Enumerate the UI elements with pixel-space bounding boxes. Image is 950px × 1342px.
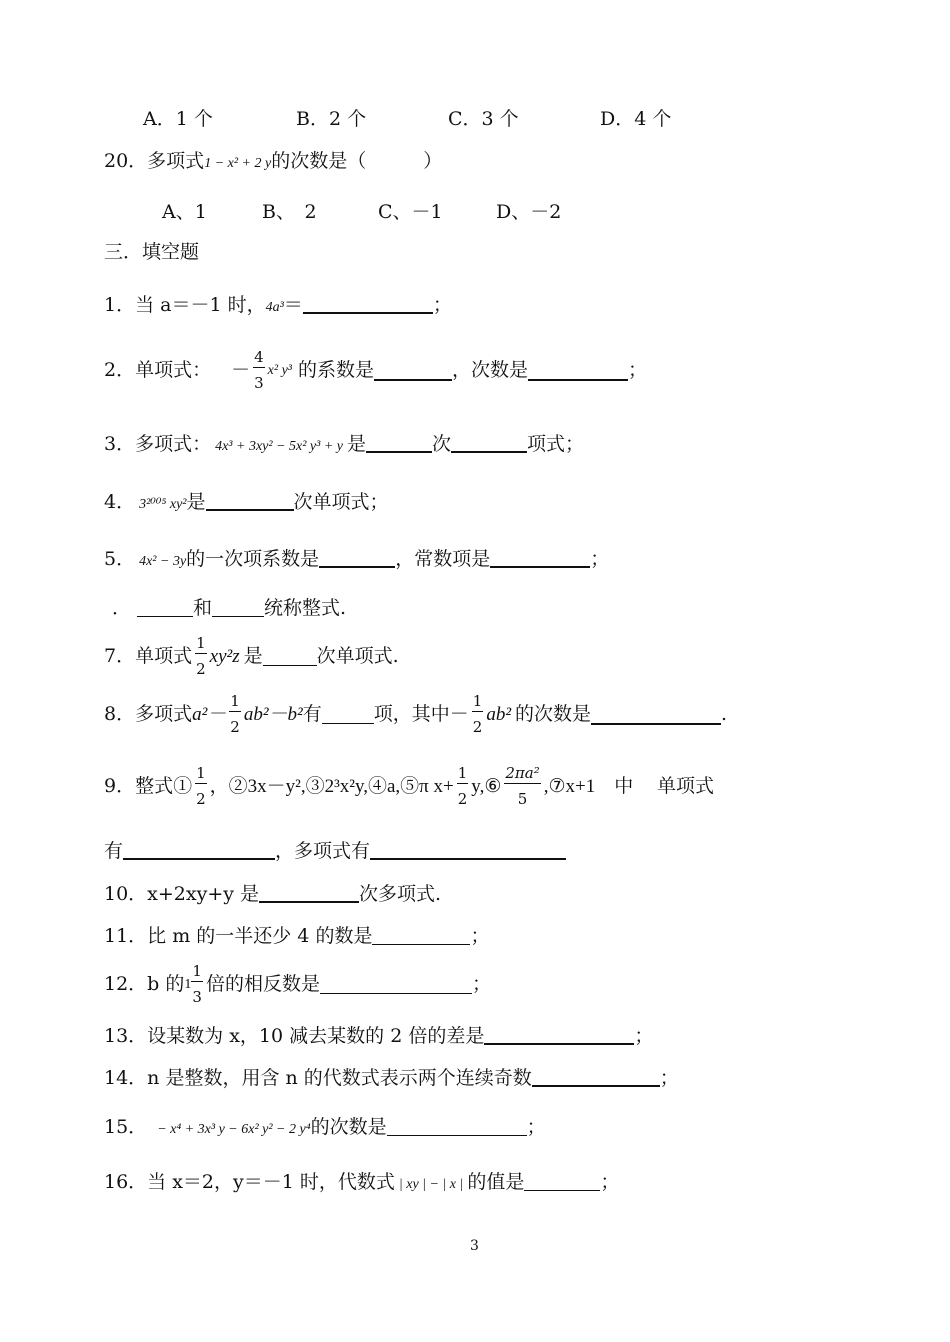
q8-term-a: a²－ xyxy=(192,704,227,725)
q20-prefix: 20．多项式 xyxy=(104,150,205,172)
question-11 xyxy=(104,926,489,946)
q9-monomials-blank[interactable] xyxy=(123,840,275,860)
q12-fraction xyxy=(191,964,203,1005)
q8-degree-blank[interactable] xyxy=(591,705,721,725)
q8-terms-blank[interactable] xyxy=(322,705,374,724)
q7-answer-blank[interactable] xyxy=(263,647,317,666)
q8-degree-label: 的次数是 xyxy=(515,703,592,725)
q12-numerator: 1 xyxy=(192,962,202,980)
q20-expression: 1 − x² + 2 y xyxy=(204,156,272,171)
q8-denominator-1: 2 xyxy=(230,718,240,736)
q2-sign: － xyxy=(231,359,251,381)
q2-degree-label: ，次数是 xyxy=(452,359,529,381)
q2-numerator: 4 xyxy=(254,348,264,366)
question-6 xyxy=(112,598,346,618)
q16-text: 16．当 x＝2，y＝－1 时，代数式 xyxy=(104,1171,395,1193)
q9-part-3: y,⑥ xyxy=(471,776,502,797)
q9-part-2: ，②3x－y²,③2³x²y,④a,⑤π x+ xyxy=(209,776,454,797)
q20-option-d: D、－2 xyxy=(496,201,562,223)
q9-polynomials-blank[interactable] xyxy=(370,840,566,860)
q3-end: 项式； xyxy=(527,433,585,455)
q9-denominator-2: 2 xyxy=(457,790,468,808)
q12-label: 倍的相反数是 xyxy=(205,973,320,995)
q6-blank-1[interactable] xyxy=(137,598,193,617)
q4-answer-blank[interactable] xyxy=(206,491,294,511)
q10-end: 次多项式. xyxy=(359,883,442,905)
question-5 xyxy=(104,548,609,569)
question-10 xyxy=(104,883,441,904)
question-20 xyxy=(104,152,442,171)
question-8 xyxy=(104,694,727,735)
q16-answer-blank[interactable] xyxy=(524,1172,600,1191)
q20-option-c: C、－1 xyxy=(378,201,443,223)
q19-option-d: D．4 个 xyxy=(600,108,672,130)
q5-end: ； xyxy=(590,548,610,570)
q2-text: 2．单项式： xyxy=(104,359,212,381)
q9-numerator-1: 1 xyxy=(196,764,206,782)
q8-end: . xyxy=(721,703,728,725)
q12-text: 12．b 的 xyxy=(104,973,185,995)
q3-degree-blank[interactable] xyxy=(366,433,432,453)
q12-answer-blank[interactable] xyxy=(320,975,472,994)
q3-terms-blank[interactable] xyxy=(451,433,527,453)
q6-and: 和 xyxy=(193,597,213,619)
q9-numerator-2: 1 xyxy=(457,764,468,782)
question-1 xyxy=(104,294,452,315)
q5-coefficient-label: 的一次项系数是 xyxy=(186,548,320,570)
q9-part-4: ,⑦x+1 中 单项式 xyxy=(543,776,714,797)
q11-text: 11．比 m 的一半还少 4 的数是 xyxy=(104,925,373,947)
q9-fraction-3 xyxy=(504,766,540,807)
question-9 xyxy=(104,766,714,807)
q6-dot: ． xyxy=(112,597,132,619)
q5-text: 5． xyxy=(104,548,136,570)
q4-text: 4． xyxy=(104,491,136,513)
q4-expression: 3²⁰⁰⁵ xy² xyxy=(139,497,187,512)
question-2 xyxy=(104,350,647,391)
q6-blank-2[interactable] xyxy=(212,598,264,617)
q2-coefficient-blank[interactable] xyxy=(374,361,452,381)
q15-degree-label: 的次数是 xyxy=(310,1116,387,1138)
q19-option-c: C．3 个 xyxy=(448,108,519,130)
q14-end: ； xyxy=(659,1067,679,1089)
q2-end: ； xyxy=(628,359,648,381)
question-4 xyxy=(104,491,389,512)
q14-text: 14．n 是整数，用含 n 的代数式表示两个连续奇数 xyxy=(104,1067,532,1089)
q20-suffix: 的次数是（ ） xyxy=(271,150,443,172)
q16-expression: | xy | − | x | xyxy=(398,1177,464,1192)
q8-term-b: ab²－b² xyxy=(243,704,303,725)
q19-option-b: B．2 个 xyxy=(296,108,367,130)
question-3 xyxy=(104,433,584,454)
q19-option-a: A．1 个 xyxy=(143,108,213,130)
question-14 xyxy=(104,1067,679,1088)
q8-fraction-1 xyxy=(229,694,241,735)
q20-option-a: A、1 xyxy=(162,201,207,223)
q9-polynomials-label: ，多项式有 xyxy=(275,840,371,862)
q6-end: 统称整式. xyxy=(264,597,347,619)
q2-expression: x² y³ xyxy=(267,362,292,378)
question-7 xyxy=(104,636,399,677)
q12-denominator: 3 xyxy=(192,988,202,1006)
q10-answer-blank[interactable] xyxy=(259,883,359,903)
q15-expression: − x⁴ + 3x³ y − 6x² y² − 2 y⁴ xyxy=(157,1122,311,1137)
q1-end: ； xyxy=(432,294,452,316)
q5-constant-label: ，常数项是 xyxy=(395,548,491,570)
q13-answer-blank[interactable] xyxy=(484,1025,634,1045)
q8-text: 8．多项式 xyxy=(104,703,193,725)
q11-end: ； xyxy=(470,925,490,947)
question-12 xyxy=(104,964,491,1005)
q1-answer-blank[interactable] xyxy=(303,294,433,314)
q7-end: 次单项式. xyxy=(316,645,399,667)
q9-numerator-3: 2πa² xyxy=(505,764,540,782)
q10-text: 10．x+2xy+y 是 xyxy=(104,883,260,905)
q7-is: 是 xyxy=(243,645,263,667)
q9-text: 9．整式① xyxy=(104,775,193,797)
question-16 xyxy=(104,1172,619,1192)
q8-has: 有 xyxy=(302,703,322,725)
q4-end: 次单项式； xyxy=(293,491,389,513)
q15-text: 15． xyxy=(104,1116,148,1138)
question-13 xyxy=(104,1025,653,1046)
q7-expression: xy²z xyxy=(209,646,240,667)
q4-is: 是 xyxy=(186,491,206,513)
section-heading: 三．填空题 xyxy=(104,241,200,263)
q13-text: 13．设某数为 x，10 减去某数的 2 倍的差是 xyxy=(104,1025,485,1047)
q2-fraction xyxy=(253,350,265,391)
q5-expression: 4x² − 3y xyxy=(139,554,187,569)
q1-text: 1．当 a＝－1 时， xyxy=(104,294,266,316)
q1-equals: ＝ xyxy=(283,294,303,316)
q14-answer-blank[interactable] xyxy=(532,1067,660,1087)
q9-denominator-3: 5 xyxy=(517,790,528,808)
q8-numerator-2: 1 xyxy=(472,692,483,710)
q19-options xyxy=(143,110,213,129)
q20-option-b: B、 2 xyxy=(262,201,317,223)
q8-fraction-2 xyxy=(472,694,484,735)
q3-is: 是 xyxy=(347,433,367,455)
q16-end: ； xyxy=(600,1171,620,1193)
q9-have: 有 xyxy=(104,840,124,862)
q5-constant-blank[interactable] xyxy=(490,548,590,568)
q15-end: ； xyxy=(526,1116,546,1138)
q3-degree-label: 次 xyxy=(432,433,452,455)
q9-denominator-1: 2 xyxy=(196,790,206,808)
q8-denominator-2: 2 xyxy=(472,718,483,736)
q7-text: 7．单项式 xyxy=(104,645,193,667)
q8-term-e: ab² xyxy=(486,704,512,725)
question-9-line-2 xyxy=(104,840,566,861)
q9-fraction-2 xyxy=(457,766,469,807)
q3-expression: 4x³ + 3xy² − 5x² y³ + y xyxy=(215,439,344,454)
q7-numerator: 1 xyxy=(196,634,206,652)
page-number: 3 xyxy=(470,1238,479,1254)
q2-coefficient-label: 的系数是 xyxy=(297,359,374,381)
q11-answer-blank[interactable] xyxy=(372,926,470,945)
q1-expression: 4a³ xyxy=(265,300,284,315)
q3-text: 3．多项式： xyxy=(104,433,212,455)
q15-answer-blank[interactable] xyxy=(387,1117,527,1136)
q5-coefficient-blank[interactable] xyxy=(319,548,395,568)
q7-denominator: 2 xyxy=(196,660,206,678)
q7-fraction xyxy=(195,636,207,677)
q8-numerator-1: 1 xyxy=(230,692,240,710)
q13-end: ； xyxy=(634,1025,654,1047)
q8-among: 项，其中－ xyxy=(373,703,469,725)
q12-end: ； xyxy=(471,973,491,995)
q2-denominator: 3 xyxy=(254,374,264,392)
q12-whole: 1 xyxy=(184,976,192,992)
q9-fraction-1 xyxy=(195,766,207,807)
q2-degree-blank[interactable] xyxy=(528,361,628,381)
question-15 xyxy=(104,1117,546,1137)
q16-value-label: 的值是 xyxy=(467,1171,525,1193)
